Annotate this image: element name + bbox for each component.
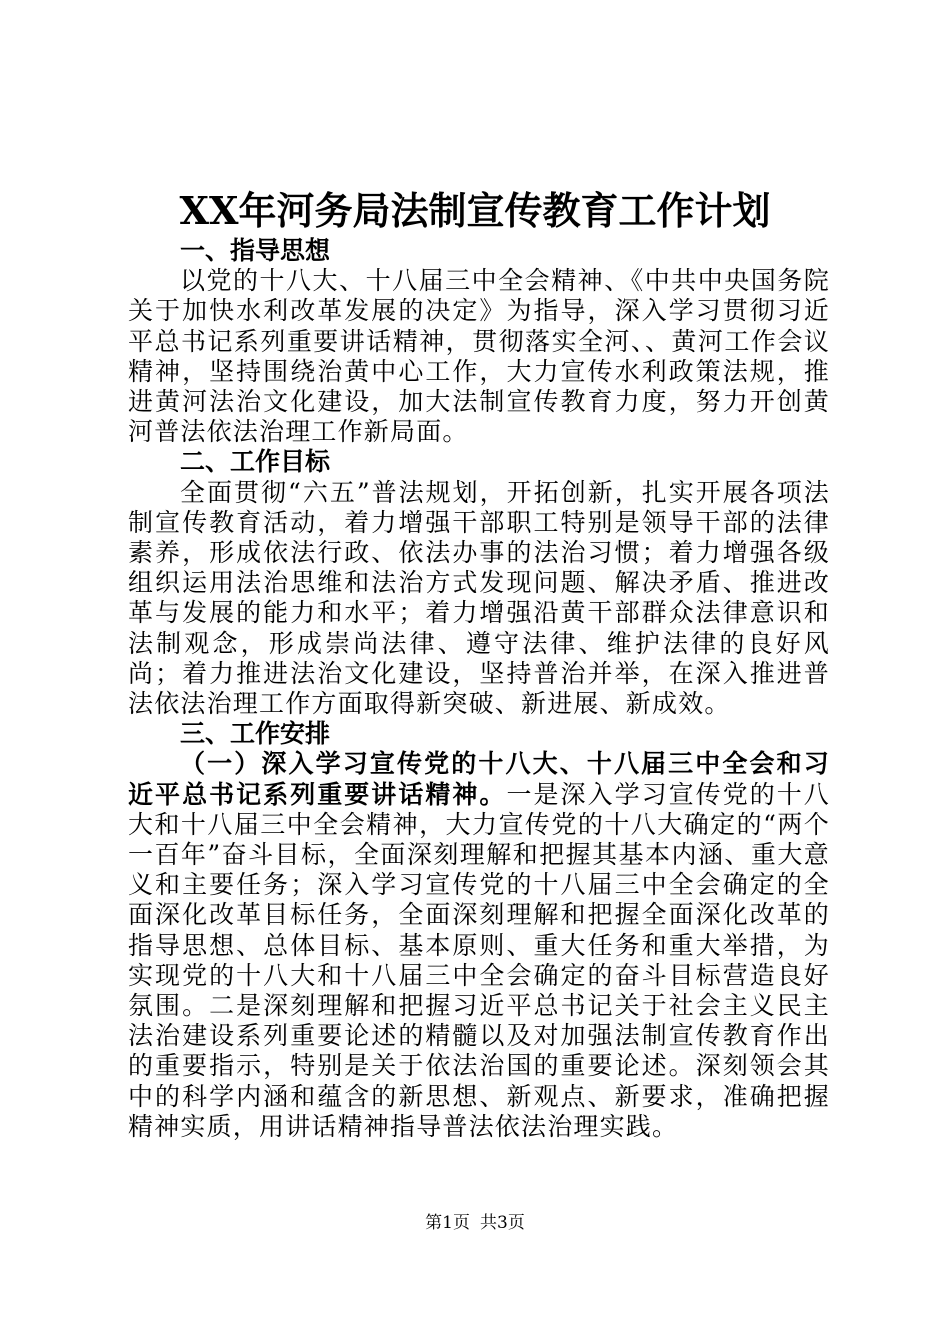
page-total: 共3页 [480, 1213, 525, 1233]
paragraph-lead-sentence: （一）深入学习宣传党的十八大、十八届三中全会和习近平总书记系列重要讲话精神。 [128, 749, 830, 809]
page-number: 第1页 [425, 1213, 470, 1233]
section-heading-work-arrangement: 三、工作安排 [180, 719, 331, 749]
paragraph-work-arrangement [128, 749, 830, 1142]
page-title: XX年河务局法制宣传教育工作计划 [179, 188, 771, 233]
paragraph-work-arrangement-text: 一是深入学习宣传党的十八大和十八届三中全会精神，大力宣传党的十八大确定的“两个一百年”奋斗目标，全面深刻理解和把握其基本内涵、重大意义和主要任务；深入学习宣传党的十八届三中全会确定的全面深化改革目标任务，全面深刻理解和把握全面深化改革的指导思想、总体目标、基本原则、重大任务和重大举措，为实现党的十八大和十八届三中全会确定的奋斗目标营造良好氛围。二是深刻理解和把握习近平总书记关于社会主义民主法治建设系列重要论述的精髓以及对加强法制宣传教育作出的重要指示，特别是关于依法治国的重要论述。深刻领会其中的科学内涵和蕴含的新思想、新观点、新要求，准确把握精神实质，用讲话精神指导普法依法治理实践。 [128, 779, 830, 1141]
paragraph-guiding-ideology: 以党的十八大、十八届三中全会精神、《中共中央国务院关于加快水利改革发展的决定》为指导，深入学习贯彻习近平总书记系列重要讲话精神，贯彻落实全河、、黄河工作会议精神，坚持围绕治黄中心工作，大力宣传水利政策法规，推进黄河法治文化建设，加大法制宣传教育力度，努力开创黄河普法依法治理工作新局面。 [128, 266, 830, 447]
document-body [128, 236, 830, 1142]
page-footer [0, 1212, 950, 1234]
section-heading-guiding-ideology: 一、指导思想 [180, 236, 331, 265]
paragraph-work-goals: 全面贯彻“六五”普法规划，开拓创新，扎实开展各项法制宣传教育活动，着力增强干部职工特别是领导干部的法律素养，形成依法行政、依法办事的法治习惯；着力增强各级组织运用法治思维和法治方式发现问题、解决矛盾、推进改革与发展的能力和水平；着力增强沿黄干部群众法律意识和法制观念，形成崇尚法律、遵守法律、维护法律的良好风尚；着力推进法治文化建设，坚持普治并举，在深入推进普法依法治理工作方面取得新突破、新进展、新成效。 [128, 477, 830, 719]
section-heading-work-goals: 二、工作目标 [180, 447, 331, 477]
